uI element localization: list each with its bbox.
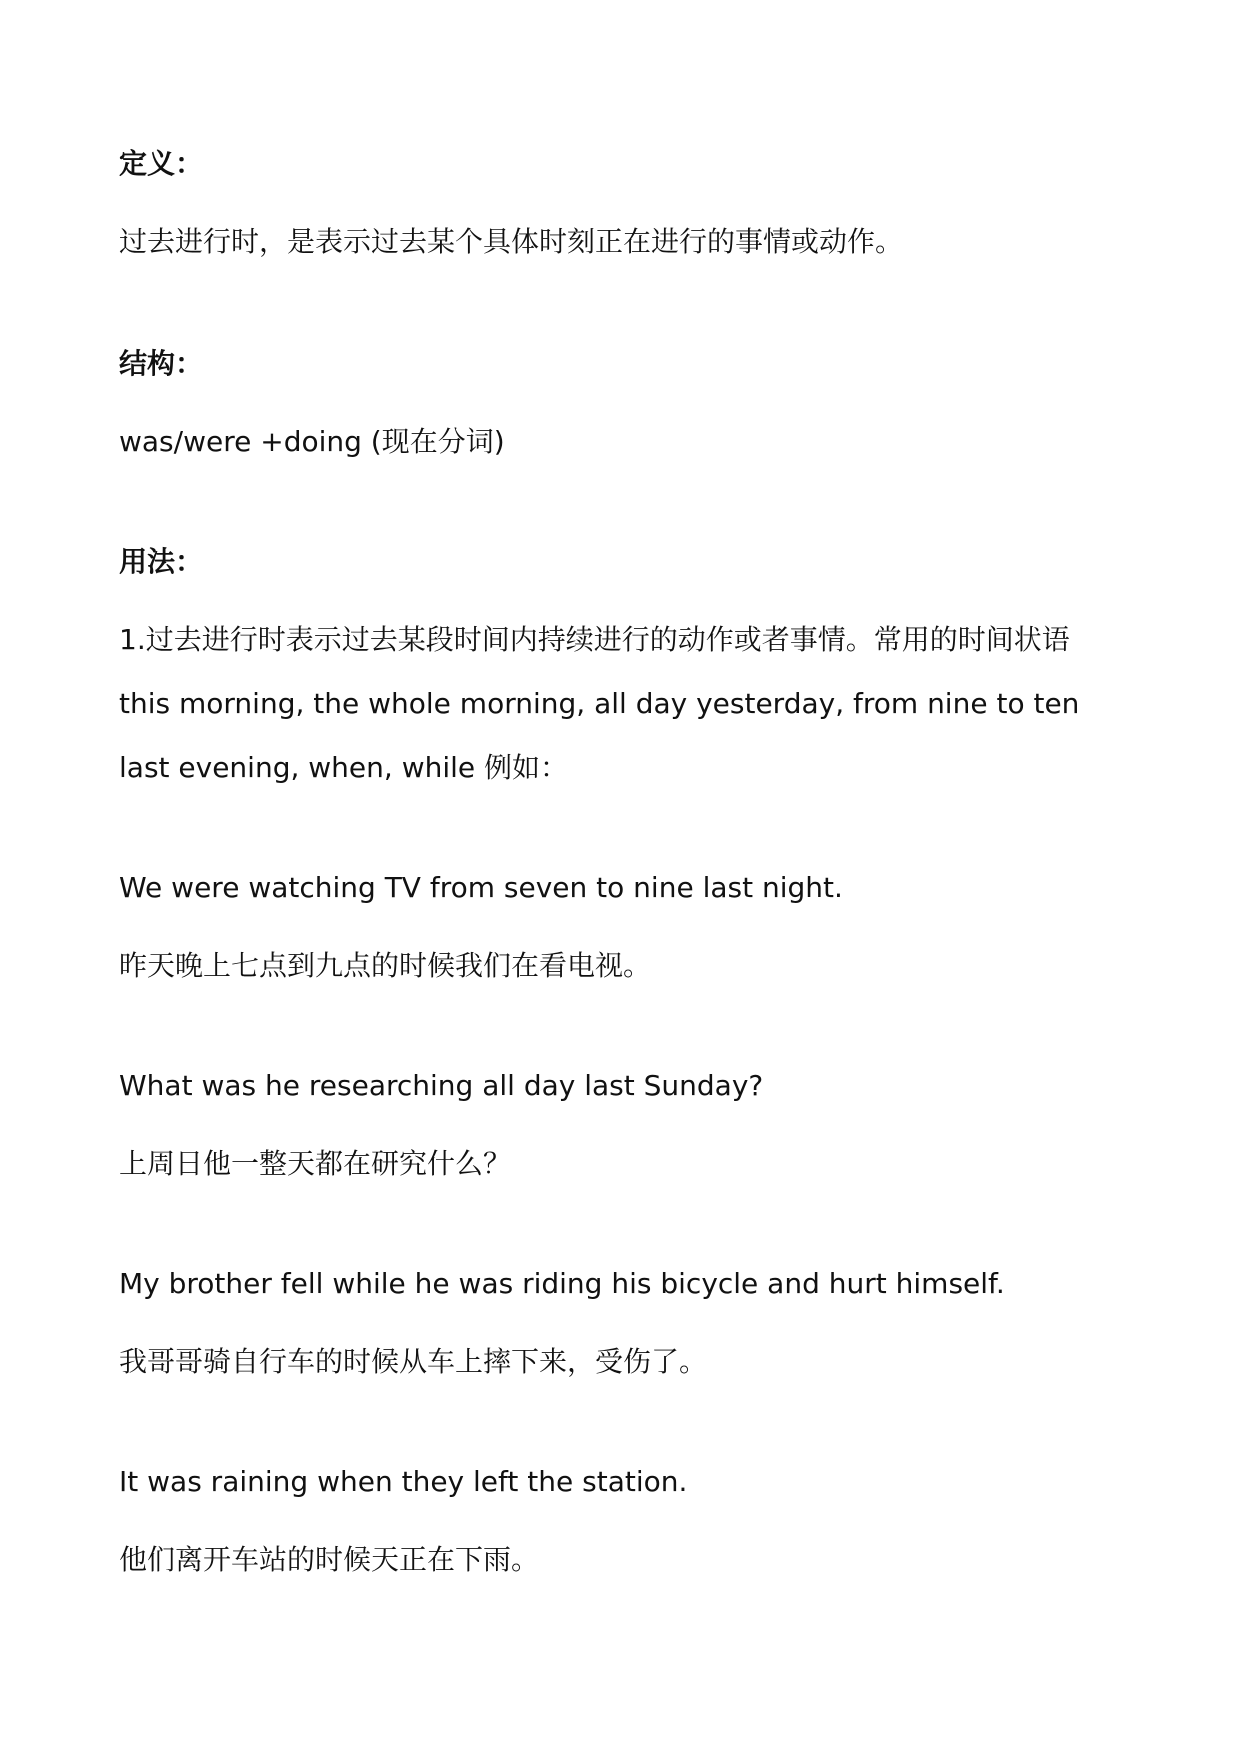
usage-intro-line: 1.过去进行时表示过去某段时间内持续进行的动作或者事情。常用的时间状语 [119,623,1070,656]
example-chinese: 我哥哥骑自行车的时候从车上摔下来，受伤了。 [119,1345,708,1378]
example-english: It was raining when they left the station. [119,1465,688,1498]
structure-text: was/were +doing (现在分词) [119,425,505,458]
usage-intro-line: this morning, the whole morning, all day yesterday, from nine to ten [119,687,1080,720]
example-english: My brother fell while he was riding his bicycle and hurt himself. [119,1267,1005,1300]
structure-heading: 结构： [119,347,204,380]
definition-text: 过去进行时，是表示过去某个具体时刻正在进行的事情或动作。 [119,225,904,258]
example-chinese: 上周日他一整天都在研究什么？ [119,1147,512,1180]
definition-heading: 定义： [119,147,204,180]
example-english: We were watching TV from seven to nine last night. [119,871,843,904]
usage-heading: 用法： [119,545,204,578]
example-chinese: 他们离开车站的时候天正在下雨。 [119,1543,540,1576]
example-english: What was he researching all day last Sunday? [119,1069,764,1102]
example-chinese: 昨天晚上七点到九点的时候我们在看电视。 [119,949,652,982]
usage-intro-line: last evening, when, while 例如： [119,751,569,784]
